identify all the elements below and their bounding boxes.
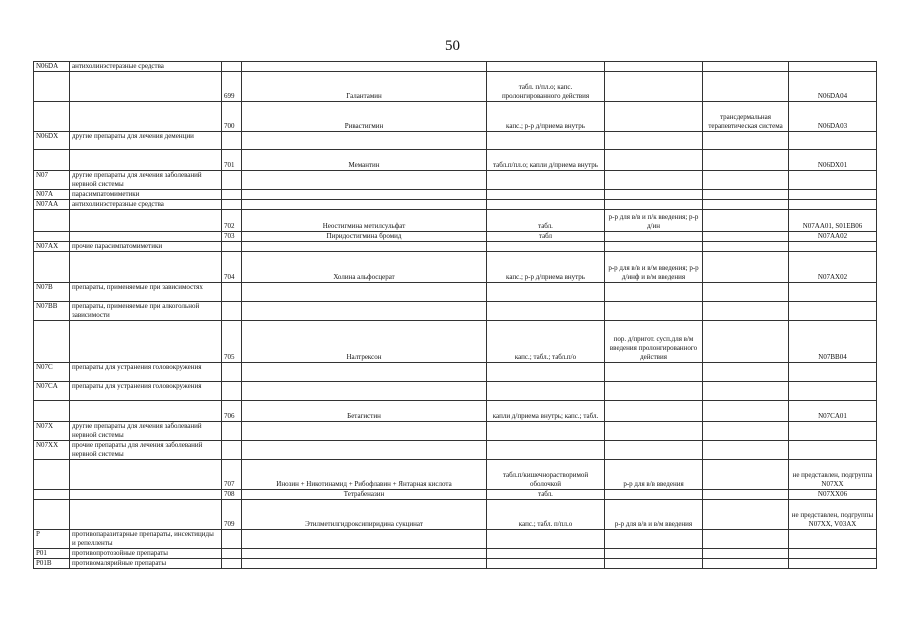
- dosage-form-cell: [487, 283, 605, 302]
- drug-name-cell: [242, 283, 487, 302]
- administration-route-cell: р-р для в/в и в/м введения; р-р д/инф и в/м введения: [605, 252, 703, 283]
- group-name-cell: противопротозойные препараты: [70, 549, 222, 559]
- delivery-system-cell: [703, 549, 789, 559]
- administration-route-cell: [605, 382, 703, 401]
- group-name-cell: препараты, применяемые при алкогольной зависимости: [70, 302, 222, 321]
- atc-reference-cell: [789, 559, 877, 569]
- administration-route-cell: р-р для в/в введения: [605, 460, 703, 490]
- atc-code-cell: P01: [34, 549, 70, 559]
- delivery-system-cell: [703, 401, 789, 422]
- atc-reference-cell: [789, 200, 877, 210]
- delivery-system-cell: [703, 422, 789, 441]
- group-name-cell: препараты, применяемые при зависимостях: [70, 283, 222, 302]
- administration-route-cell: [605, 363, 703, 382]
- administration-route-cell: [605, 490, 703, 500]
- item-number-cell: 709: [222, 500, 242, 530]
- dosage-form-cell: [487, 382, 605, 401]
- drug-name-cell: [242, 382, 487, 401]
- page-number: 50: [445, 38, 460, 54]
- dosage-form-cell: капс.; р-р д/приема внутрь: [487, 102, 605, 132]
- atc-reference-cell: N07BB04: [789, 321, 877, 363]
- drug-name-cell: [242, 200, 487, 210]
- item-number-cell: 707: [222, 460, 242, 490]
- atc-reference-cell: [789, 363, 877, 382]
- administration-route-cell: [605, 422, 703, 441]
- drug-name-cell: Ривастигмин: [242, 102, 487, 132]
- item-number-cell: [222, 200, 242, 210]
- delivery-system-cell: [703, 252, 789, 283]
- dosage-form-cell: табл.п/пл.о; капли д/приема внутрь: [487, 150, 605, 171]
- administration-route-cell: [605, 72, 703, 102]
- table-row: [34, 530, 877, 549]
- atc-code-cell: [34, 252, 70, 283]
- item-number-cell: [222, 171, 242, 190]
- group-name-cell: антихолинэстеразные средства: [70, 62, 222, 72]
- group-name-cell: [70, 210, 222, 232]
- table-row: [34, 190, 877, 200]
- atc-reference-cell: [789, 549, 877, 559]
- atc-reference-cell: N07AA02: [789, 232, 877, 242]
- item-number-cell: 703: [222, 232, 242, 242]
- dosage-form-cell: [487, 559, 605, 569]
- delivery-system-cell: [703, 382, 789, 401]
- dosage-form-cell: [487, 549, 605, 559]
- group-name-cell: [70, 252, 222, 283]
- administration-route-cell: [605, 283, 703, 302]
- group-name-cell: прочие парасимпатомиметики: [70, 242, 222, 252]
- atc-reference-cell: N07XX06: [789, 490, 877, 500]
- atc-code-cell: N07BB: [34, 302, 70, 321]
- atc-code-cell: [34, 321, 70, 363]
- atc-code-cell: [34, 210, 70, 232]
- dosage-form-cell: табл.п/кишечнорастворимой оболочкой: [487, 460, 605, 490]
- administration-route-cell: [605, 102, 703, 132]
- atc-code-cell: P01B: [34, 559, 70, 569]
- item-number-cell: [222, 422, 242, 441]
- atc-code-cell: [34, 490, 70, 500]
- atc-code-cell: [34, 232, 70, 242]
- table-row: [34, 500, 877, 530]
- group-name-cell: [70, 72, 222, 102]
- table-row: [34, 232, 877, 242]
- administration-route-cell: [605, 441, 703, 460]
- group-name-cell: [70, 321, 222, 363]
- table-row: [34, 132, 877, 150]
- table-row: [34, 441, 877, 460]
- item-number-cell: [222, 441, 242, 460]
- table-row: [34, 150, 877, 171]
- group-name-cell: парасимпатомиметики: [70, 190, 222, 200]
- item-number-cell: 704: [222, 252, 242, 283]
- drug-name-cell: Пиридостигмина бромид: [242, 232, 487, 242]
- delivery-system-cell: [703, 190, 789, 200]
- atc-reference-cell: [789, 530, 877, 549]
- atc-code-cell: [34, 500, 70, 530]
- group-name-cell: другие препараты для лечения заболеваний нервной системы: [70, 422, 222, 441]
- item-number-cell: [222, 530, 242, 549]
- item-number-cell: 700: [222, 102, 242, 132]
- item-number-cell: [222, 190, 242, 200]
- dosage-form-cell: [487, 242, 605, 252]
- delivery-system-cell: [703, 530, 789, 549]
- delivery-system-cell: [703, 171, 789, 190]
- atc-code-cell: N06DX: [34, 132, 70, 150]
- atc-code-cell: N07: [34, 171, 70, 190]
- dosage-form-cell: [487, 441, 605, 460]
- drug-name-cell: Холина альфосцерат: [242, 252, 487, 283]
- atc-reference-cell: [789, 382, 877, 401]
- group-name-cell: противомалярийные препараты: [70, 559, 222, 569]
- table-row: [34, 382, 877, 401]
- atc-reference-cell: N07CA01: [789, 401, 877, 422]
- drug-name-cell: [242, 302, 487, 321]
- atc-code-cell: [34, 72, 70, 102]
- group-name-cell: препараты для устранения головокружения: [70, 382, 222, 401]
- group-name-cell: [70, 150, 222, 171]
- dosage-form-cell: капс.; р-р д/приема внутрь: [487, 252, 605, 283]
- atc-reference-cell: [789, 62, 877, 72]
- atc-reference-cell: N07AA01, S01EB06: [789, 210, 877, 232]
- administration-route-cell: [605, 150, 703, 171]
- dosage-form-cell: капс.; табл.; табл.п/о: [487, 321, 605, 363]
- drug-name-cell: Неостигмина метилсульфат: [242, 210, 487, 232]
- group-name-cell: [70, 490, 222, 500]
- table-body: [34, 62, 877, 569]
- dosage-form-cell: капли д/приема внутрь; капс.; табл.: [487, 401, 605, 422]
- item-number-cell: [222, 302, 242, 321]
- table-row: [34, 302, 877, 321]
- atc-code-cell: [34, 150, 70, 171]
- item-number-cell: 705: [222, 321, 242, 363]
- administration-route-cell: [605, 530, 703, 549]
- administration-route-cell: [605, 62, 703, 72]
- administration-route-cell: [605, 190, 703, 200]
- atc-reference-cell: [789, 171, 877, 190]
- drug-name-cell: [242, 559, 487, 569]
- drug-name-cell: Инозин + Никотинамид + Рибофлавин + Янтарная кислота: [242, 460, 487, 490]
- table-row: [34, 549, 877, 559]
- table-row: [34, 242, 877, 252]
- atc-code-cell: N07C: [34, 363, 70, 382]
- drug-name-cell: [242, 171, 487, 190]
- delivery-system-cell: [703, 363, 789, 382]
- administration-route-cell: [605, 200, 703, 210]
- delivery-system-cell: [703, 490, 789, 500]
- table-row: [34, 210, 877, 232]
- atc-code-cell: N07A: [34, 190, 70, 200]
- table-row: [34, 490, 877, 500]
- dosage-form-cell: капс.; табл. п/пл.о: [487, 500, 605, 530]
- atc-code-cell: N07CA: [34, 382, 70, 401]
- atc-reference-cell: [789, 242, 877, 252]
- group-name-cell: антихолинэстеразные средства: [70, 200, 222, 210]
- dosage-form-cell: табл.: [487, 210, 605, 232]
- delivery-system-cell: [703, 441, 789, 460]
- administration-route-cell: [605, 302, 703, 321]
- atc-reference-cell: [789, 441, 877, 460]
- item-number-cell: [222, 132, 242, 150]
- drug-name-cell: Этилметилгидроксипиридина сукцинат: [242, 500, 487, 530]
- delivery-system-cell: [703, 200, 789, 210]
- drug-name-cell: [242, 422, 487, 441]
- dosage-form-cell: [487, 363, 605, 382]
- dosage-form-cell: [487, 302, 605, 321]
- drug-name-cell: Бетагистин: [242, 401, 487, 422]
- drug-name-cell: [242, 530, 487, 549]
- group-name-cell: [70, 102, 222, 132]
- item-number-cell: [222, 559, 242, 569]
- administration-route-cell: [605, 232, 703, 242]
- delivery-system-cell: [703, 559, 789, 569]
- item-number-cell: 706: [222, 401, 242, 422]
- dosage-form-cell: [487, 422, 605, 441]
- item-number-cell: [222, 242, 242, 252]
- table-row: [34, 422, 877, 441]
- atc-reference-cell: [789, 190, 877, 200]
- delivery-system-cell: [703, 210, 789, 232]
- item-number-cell: [222, 382, 242, 401]
- atc-code-cell: N07B: [34, 283, 70, 302]
- atc-code-cell: P: [34, 530, 70, 549]
- administration-route-cell: [605, 242, 703, 252]
- atc-reference-cell: [789, 283, 877, 302]
- table-row: [34, 171, 877, 190]
- administration-route-cell: [605, 549, 703, 559]
- drug-name-cell: Галантамин: [242, 72, 487, 102]
- group-name-cell: [70, 460, 222, 490]
- group-name-cell: другие препараты для лечения деменции: [70, 132, 222, 150]
- table-row: [34, 363, 877, 382]
- atc-code-cell: N07XX: [34, 441, 70, 460]
- administration-route-cell: [605, 559, 703, 569]
- drug-name-cell: [242, 549, 487, 559]
- delivery-system-cell: [703, 500, 789, 530]
- atc-reference-cell: [789, 422, 877, 441]
- administration-route-cell: пор. д/пригот. сусп.для в/м введения пролонгированного действия: [605, 321, 703, 363]
- drug-name-cell: Мемантин: [242, 150, 487, 171]
- item-number-cell: [222, 283, 242, 302]
- atc-code-cell: N07X: [34, 422, 70, 441]
- group-name-cell: [70, 401, 222, 422]
- atc-reference-cell: N06DA04: [789, 72, 877, 102]
- delivery-system-cell: [703, 132, 789, 150]
- group-name-cell: прочие препараты для лечения заболеваний нервной системы: [70, 441, 222, 460]
- table-row: [34, 401, 877, 422]
- item-number-cell: [222, 363, 242, 382]
- administration-route-cell: р-р для в/в и п/к введения; р-р д/ин: [605, 210, 703, 232]
- dosage-form-cell: [487, 200, 605, 210]
- item-number-cell: [222, 549, 242, 559]
- atc-code-cell: N06DA: [34, 62, 70, 72]
- table-row: [34, 102, 877, 132]
- table-row: [34, 321, 877, 363]
- delivery-system-cell: [703, 242, 789, 252]
- administration-route-cell: р-р для в/в и в/м введения: [605, 500, 703, 530]
- atc-reference-cell: N06DX01: [789, 150, 877, 171]
- drug-name-cell: [242, 363, 487, 382]
- dosage-form-cell: [487, 132, 605, 150]
- drug-table: [33, 61, 877, 569]
- table-row: [34, 460, 877, 490]
- delivery-system-cell: [703, 321, 789, 363]
- administration-route-cell: [605, 401, 703, 422]
- atc-reference-cell: N07AX02: [789, 252, 877, 283]
- item-number-cell: 702: [222, 210, 242, 232]
- item-number-cell: 699: [222, 72, 242, 102]
- dosage-form-cell: [487, 530, 605, 549]
- dosage-form-cell: табл.: [487, 490, 605, 500]
- drug-name-cell: [242, 242, 487, 252]
- atc-reference-cell: не представлен, подгруппа N07XX: [789, 460, 877, 490]
- drug-name-cell: [242, 62, 487, 72]
- delivery-system-cell: [703, 232, 789, 242]
- atc-code-cell: [34, 460, 70, 490]
- dosage-form-cell: [487, 190, 605, 200]
- table-row: [34, 72, 877, 102]
- drug-name-cell: Налтрексон: [242, 321, 487, 363]
- drug-name-cell: [242, 190, 487, 200]
- group-name-cell: противопаразитарные препараты, инсектициды и репелленты: [70, 530, 222, 549]
- group-name-cell: [70, 232, 222, 242]
- item-number-cell: [222, 62, 242, 72]
- delivery-system-cell: [703, 460, 789, 490]
- group-name-cell: [70, 500, 222, 530]
- table-row: [34, 200, 877, 210]
- dosage-form-cell: табл. п/пл.о; капс. пролонгированного действия: [487, 72, 605, 102]
- drug-name-cell: [242, 441, 487, 460]
- atc-reference-cell: [789, 302, 877, 321]
- delivery-system-cell: трансдермальная терапевтическая система: [703, 102, 789, 132]
- delivery-system-cell: [703, 283, 789, 302]
- item-number-cell: 708: [222, 490, 242, 500]
- atc-code-cell: [34, 401, 70, 422]
- atc-code-cell: N07AA: [34, 200, 70, 210]
- delivery-system-cell: [703, 62, 789, 72]
- table-row: [34, 559, 877, 569]
- group-name-cell: препараты для устранения головокружения: [70, 363, 222, 382]
- atc-code-cell: N07AX: [34, 242, 70, 252]
- table-row: [34, 62, 877, 72]
- delivery-system-cell: [703, 150, 789, 171]
- item-number-cell: 701: [222, 150, 242, 171]
- table-row: [34, 283, 877, 302]
- administration-route-cell: [605, 171, 703, 190]
- group-name-cell: другие препараты для лечения заболеваний нервной системы: [70, 171, 222, 190]
- atc-reference-cell: не представлен, подгруппы N07XX, V03AX: [789, 500, 877, 530]
- delivery-system-cell: [703, 302, 789, 321]
- delivery-system-cell: [703, 72, 789, 102]
- atc-reference-cell: N06DA03: [789, 102, 877, 132]
- drug-name-cell: Тетрабеназин: [242, 490, 487, 500]
- table-row: [34, 252, 877, 283]
- atc-code-cell: [34, 102, 70, 132]
- atc-reference-cell: [789, 132, 877, 150]
- administration-route-cell: [605, 132, 703, 150]
- drug-name-cell: [242, 132, 487, 150]
- dosage-form-cell: [487, 171, 605, 190]
- dosage-form-cell: табл: [487, 232, 605, 242]
- dosage-form-cell: [487, 62, 605, 72]
